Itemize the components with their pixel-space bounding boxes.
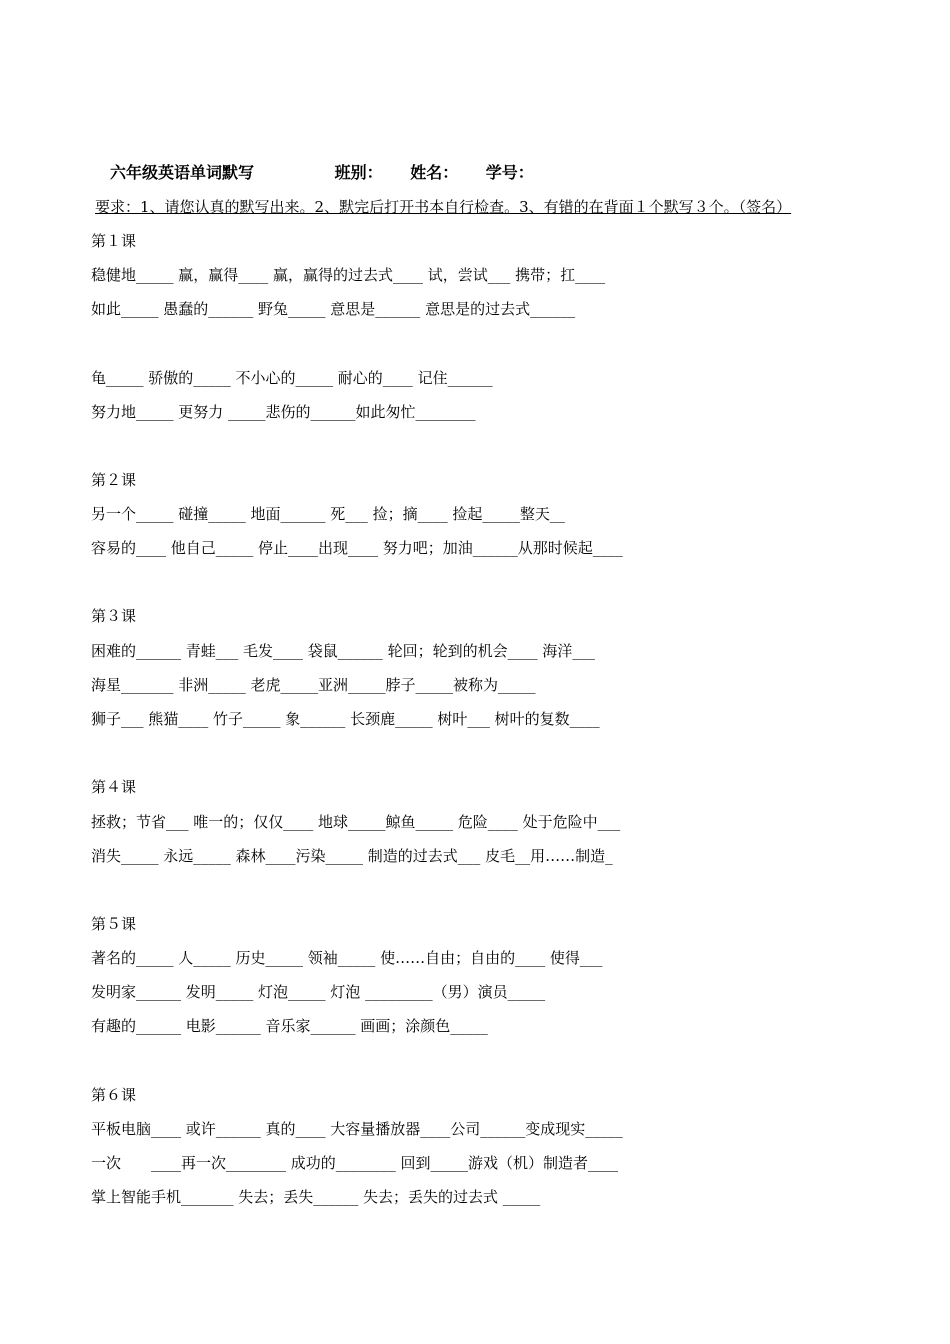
lesson-1-line-2: 如此_____ 愚蠢的______ 野兔_____ 意思是______ 意思是的过去式______ <box>91 300 576 318</box>
class-field-label: 班别： <box>334 163 383 182</box>
requirements-text: 要求：1、请您认真的默写出来。2、默完后打开书本自行检查。3、有错的在背面１个默写３个。（签名） <box>95 198 792 216</box>
lesson-2-line-1: 另一个_____ 碰撞_____ 地面______ 死___ 捡；摘____ 捡起_____整天__ <box>91 505 565 523</box>
lesson-1-heading: 第１课 <box>91 232 137 250</box>
lesson-4-line-1: 拯救；节省___ 唯一的；仅仅____ 地球_____鲸鱼_____ 危险____ 处于危险中___ <box>91 813 621 831</box>
lesson-6-line-3: 掌上智能手机_______ 失去；丢失______ 失去；丢失的过去式 _____ <box>91 1188 541 1206</box>
name-field-label: 姓名： <box>410 163 459 182</box>
lesson-4-line-2: 消失_____ 永远_____ 森林____污染_____ 制造的过去式___ 皮毛__用……制造_ <box>91 847 613 865</box>
lesson-4-heading: 第４课 <box>91 778 137 796</box>
lesson-5-line-1: 著名的_____ 人_____ 历史_____ 领袖_____ 使……自由；自由的____ 使得___ <box>91 949 603 967</box>
lesson-1-line-1: 稳健地_____ 赢，赢得____ 赢，赢得的过去式____ 试，尝试___ 携带；扛____ <box>91 266 606 284</box>
lesson-6-heading: 第６课 <box>91 1086 137 1104</box>
lesson-2-heading: 第２课 <box>91 471 137 489</box>
worksheet-header <box>110 160 534 183</box>
lesson-5-heading: 第５课 <box>91 915 137 933</box>
lesson-1-line-4: 努力地_____ 更努力 _____悲伤的______如此匆忙________ <box>91 403 476 421</box>
lesson-6-line-1: 平板电脑____ 或许______ 真的____ 大容量播放器____公司______变成现实_____ <box>91 1120 623 1138</box>
lesson-3-line-2: 海星_______ 非洲_____ 老虎_____亚洲_____脖子_____被称为_____ <box>91 676 536 694</box>
lesson-3-line-1: 困难的______ 青蛙___ 毛发____ 袋鼠______ 轮回；轮到的机会____ 海洋___ <box>91 642 595 660</box>
worksheet-title: 六年级英语单词默写 <box>110 163 255 182</box>
lesson-5-line-2: 发明家______ 发明_____ 灯泡_____ 灯泡 _________（男）演员_____ <box>91 983 546 1001</box>
lesson-3-line-3: 狮子___ 熊猫____ 竹子_____ 象______ 长颈鹿_____ 树叶___ 树叶的复数____ <box>91 710 600 728</box>
lesson-1-line-3: 龟_____ 骄傲的_____ 不小心的_____ 耐心的____ 记住______ <box>91 369 493 387</box>
student-id-field-label: 学号： <box>485 163 534 182</box>
lesson-5-line-3: 有趣的______ 电影______ 音乐家______ 画画；涂颜色_____ <box>91 1017 488 1035</box>
lesson-3-heading: 第３课 <box>91 607 137 625</box>
lesson-2-line-2: 容易的____ 他自己_____ 停止____出现____ 努力吧；加油______从那时候起____ <box>91 539 623 557</box>
lesson-6-line-2: 一次 ____再一次________ 成功的________ 回到_____游戏（机）制造者____ <box>91 1154 619 1172</box>
